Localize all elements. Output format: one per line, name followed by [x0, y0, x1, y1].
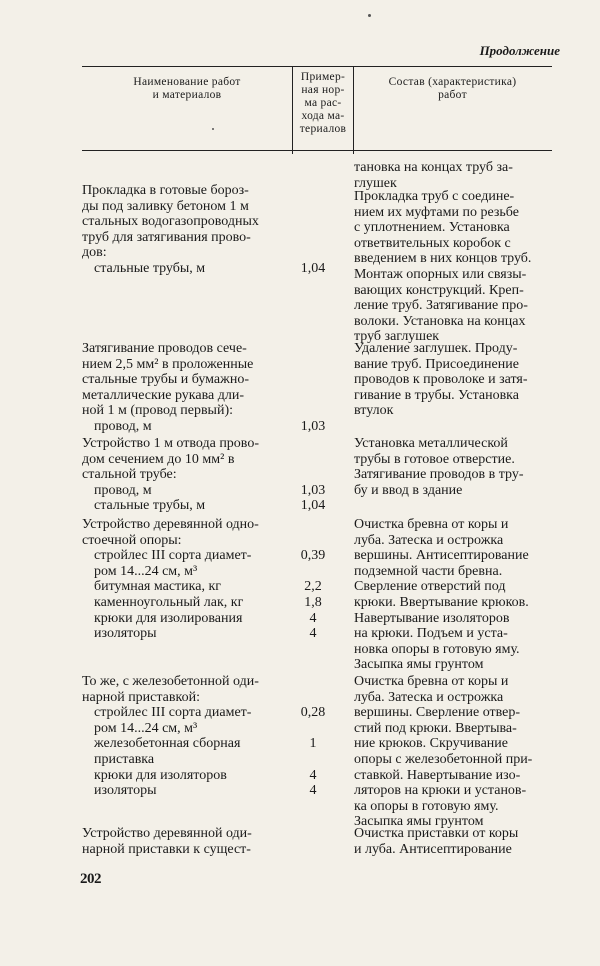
composition-cell-line: нием их муфтами по резьбе: [354, 204, 519, 220]
work-name-cell-line: дом сечением до 10 мм² в: [82, 451, 235, 467]
composition-cell-line: Навертывание изоляторов: [354, 610, 510, 626]
norm-value: 1,8: [304, 594, 322, 610]
norm-value: [282, 341, 344, 357]
work-name-cell-line: крюки для изолирования: [94, 610, 243, 626]
composition-cell-line: труб заглушек: [354, 329, 440, 345]
norm-value: [282, 467, 344, 483]
norm-value: 4: [309, 626, 317, 642]
norm-value: [282, 199, 344, 215]
work-name-cell-line: труб для затягивания прово-: [82, 229, 251, 245]
composition-cell-line: с уплотнением. Установка: [354, 220, 510, 236]
norm-value: [282, 674, 344, 690]
table-header: [82, 66, 552, 151]
work-name-cell: [82, 436, 282, 514]
work-name-cell-line: приставка: [94, 751, 155, 767]
work-name-cell-line: дов:: [82, 245, 107, 261]
composition-cell-line: глушек: [354, 175, 397, 191]
norm-value: 1,04: [300, 498, 326, 514]
norm-value: [282, 372, 344, 388]
work-name-cell-line: Устройство 1 м отвода прово-: [82, 436, 259, 451]
work-name-cell-line: То же, с железобетонной оди-: [82, 674, 259, 689]
composition-cell: [354, 674, 546, 830]
composition-cell-line: ление труб. Затягивание про-: [354, 298, 528, 314]
work-name-cell-line: стройлес III сорта диамет-: [94, 548, 252, 564]
work-name-cell-line: ром 14...24 см, м³: [94, 720, 198, 736]
norm-value: 0,28: [300, 705, 326, 721]
composition-cell-line: и луба. Антисептирование: [354, 841, 512, 857]
norm-value: [282, 357, 344, 373]
composition-cell-line: новка опоры в готовую яму.: [354, 641, 520, 657]
work-name-cell-line: металлические рукава дли-: [82, 387, 245, 403]
speck: [368, 14, 371, 17]
composition-cell-line: Очистка бревна от коры и: [354, 517, 509, 532]
work-name-cell: [82, 674, 282, 799]
composition-cell-line: опоры с железобетонной при-: [354, 751, 533, 767]
composition-cell-line: подземной части бревна.: [354, 563, 503, 579]
norm-value: [282, 721, 344, 737]
composition-cell-line: волоки. Установка на концах: [354, 313, 526, 329]
work-name-cell-line: Прокладка в готовые бороз-: [82, 183, 249, 198]
norm-value: [282, 214, 344, 230]
work-name-cell-line: изоляторы: [94, 783, 157, 799]
work-name-cell-line: стальные трубы, м: [94, 260, 206, 276]
composition-cell-line: ка опоры в готовую яму.: [354, 798, 499, 814]
norm-value: 0,39: [300, 548, 326, 564]
norm-value: [282, 230, 344, 246]
composition-cell-line: Установка металлической: [354, 436, 508, 451]
norm-value: [282, 517, 344, 533]
page-number: 202: [80, 871, 101, 887]
work-name-cell-line: нарной приставки к сущест-: [82, 841, 251, 857]
composition-cell-line: бу и ввод в здание: [354, 482, 463, 498]
work-name-cell-line: стройлес III сорта диамет-: [94, 705, 252, 721]
header-works-materials: Наименование работ и материалов: [133, 76, 241, 101]
work-name-cell-line: Устройство деревянной одно-: [82, 517, 259, 532]
norm-cell: [282, 341, 344, 435]
work-name-cell-line: Устройство деревянной оди-: [82, 826, 252, 841]
header-composition: Состав (характеристика) работ: [388, 76, 517, 101]
composition-cell-line: ние крюков. Скручивание: [354, 736, 508, 752]
composition-cell-line: Монтаж опорных или связы-: [354, 266, 527, 282]
work-name-cell: [82, 826, 282, 857]
work-name-cell: [82, 517, 282, 642]
work-name-cell-line: нарной приставкой:: [82, 689, 200, 705]
norm-value: [282, 245, 344, 261]
norm-value: [282, 388, 344, 404]
composition-cell: [354, 189, 546, 345]
work-name-cell-line: стальной трубе:: [82, 467, 177, 483]
work-name-cell-line: Затягивание проводов сече-: [82, 341, 247, 356]
work-name-cell-line: крюки для изоляторов: [94, 767, 227, 783]
continuation-label: Продолжение: [479, 43, 560, 58]
composition-cell: [354, 826, 546, 857]
norm-value: 4: [309, 767, 317, 783]
work-name-cell-line: стоечной опоры:: [82, 532, 182, 548]
norm-value: 1,03: [300, 482, 326, 498]
composition-cell-line: стий под крюки. Ввертыва-: [354, 720, 517, 736]
composition-cell: [354, 517, 546, 673]
norm-value: [282, 690, 344, 706]
work-name-cell-line: железобетонная сборная: [94, 736, 241, 752]
composition-cell: [354, 160, 546, 191]
work-name-cell-line: битумная мастика, кг: [94, 579, 222, 595]
composition-cell-line: Сверление отверстий под: [354, 579, 506, 595]
composition-cell-line: ответвительных коробок с: [354, 235, 511, 251]
composition-cell-line: луба. Затеска и острожка: [354, 532, 504, 548]
work-name-cell-line: нием 2,5 мм² в проложенные: [82, 356, 254, 372]
composition-cell-line: Удаление заглушек. Проду-: [354, 341, 518, 356]
composition-cell-line: проводов к проволоке и затя-: [354, 372, 528, 388]
composition-cell-line: трубы в готовое отверстие.: [354, 451, 515, 467]
composition-cell-line: Затягивание проводов в тру-: [354, 467, 524, 483]
norm-value: [282, 183, 344, 199]
composition-cell-line: вершины. Антисептирование: [354, 548, 529, 564]
work-name-cell: [82, 341, 282, 435]
composition-cell-line: Засыпка ямы грунтом: [354, 814, 484, 830]
work-name-cell-line: стальных водогазопроводных: [82, 214, 259, 230]
composition-cell: [354, 341, 546, 419]
norm-cell: [282, 517, 344, 642]
composition-cell-line: введением в них концов труб.: [354, 251, 532, 267]
norm-value: [282, 452, 344, 468]
norm-value: [282, 403, 344, 419]
work-name-cell-line: провод, м: [94, 418, 152, 434]
norm-value: 4: [309, 610, 317, 626]
work-name-cell-line: ной 1 м (провод первый):: [82, 403, 233, 419]
norm-cell: [282, 674, 344, 799]
work-name-cell: [82, 183, 282, 277]
composition-cell-line: ляторов на крюки и установ-: [354, 783, 527, 799]
norm-value: 2,2: [304, 579, 322, 595]
composition-cell-line: вающих конструкций. Креп-: [354, 282, 524, 298]
header-norm: Пример- ная нор- ма рас- хода ма- териалов: [292, 67, 354, 154]
composition-cell-line: Прокладка труб с соедине-: [354, 189, 515, 204]
norm-value: 1,03: [300, 418, 326, 434]
composition-cell-line: Очистка бревна от коры и: [354, 674, 509, 689]
composition-cell-line: на крюки. Подъем и уста-: [354, 626, 508, 642]
composition-cell-line: тановка на концах труб за-: [354, 160, 513, 175]
norm-value: [282, 752, 344, 768]
norm-cell: [282, 436, 344, 514]
work-name-cell-line: ды под заливку бетоном 1 м: [82, 198, 249, 214]
norm-value: 1,04: [300, 260, 326, 276]
work-name-cell-line: каменноугольный лак, кг: [94, 594, 244, 610]
work-name-cell-line: провод, м: [94, 482, 152, 498]
norm-value: [282, 533, 344, 549]
composition-cell-line: вершины. Сверление отвер-: [354, 705, 521, 721]
norm-value: 1: [309, 736, 317, 752]
composition-cell-line: гивание в трубы. Установка: [354, 387, 519, 403]
norm-cell: [282, 183, 344, 277]
composition-cell-line: Очистка приставки от коры: [354, 826, 519, 841]
norm-value: 4: [309, 783, 317, 799]
work-name-cell-line: изоляторы: [94, 626, 157, 642]
composition-cell-line: Засыпка ямы грунтом: [354, 657, 484, 673]
work-name-cell-line: стальные трубы, м: [94, 498, 206, 514]
work-name-cell-line: стальные трубы и бумажно-: [82, 372, 249, 388]
work-name-cell-line: ром 14...24 см, м³: [94, 563, 198, 579]
composition-cell-line: ставкой. Навертывание изо-: [354, 767, 521, 783]
composition-cell-line: вание труб. Присоединение: [354, 356, 519, 372]
norm-value: [282, 436, 344, 452]
norm-value: [282, 564, 344, 580]
composition-cell-line: крюки. Ввертывание крюков.: [354, 594, 529, 610]
composition-cell-line: втулок: [354, 403, 394, 419]
composition-cell: [354, 436, 546, 498]
composition-cell-line: луба. Затеска и острожка: [354, 689, 504, 705]
